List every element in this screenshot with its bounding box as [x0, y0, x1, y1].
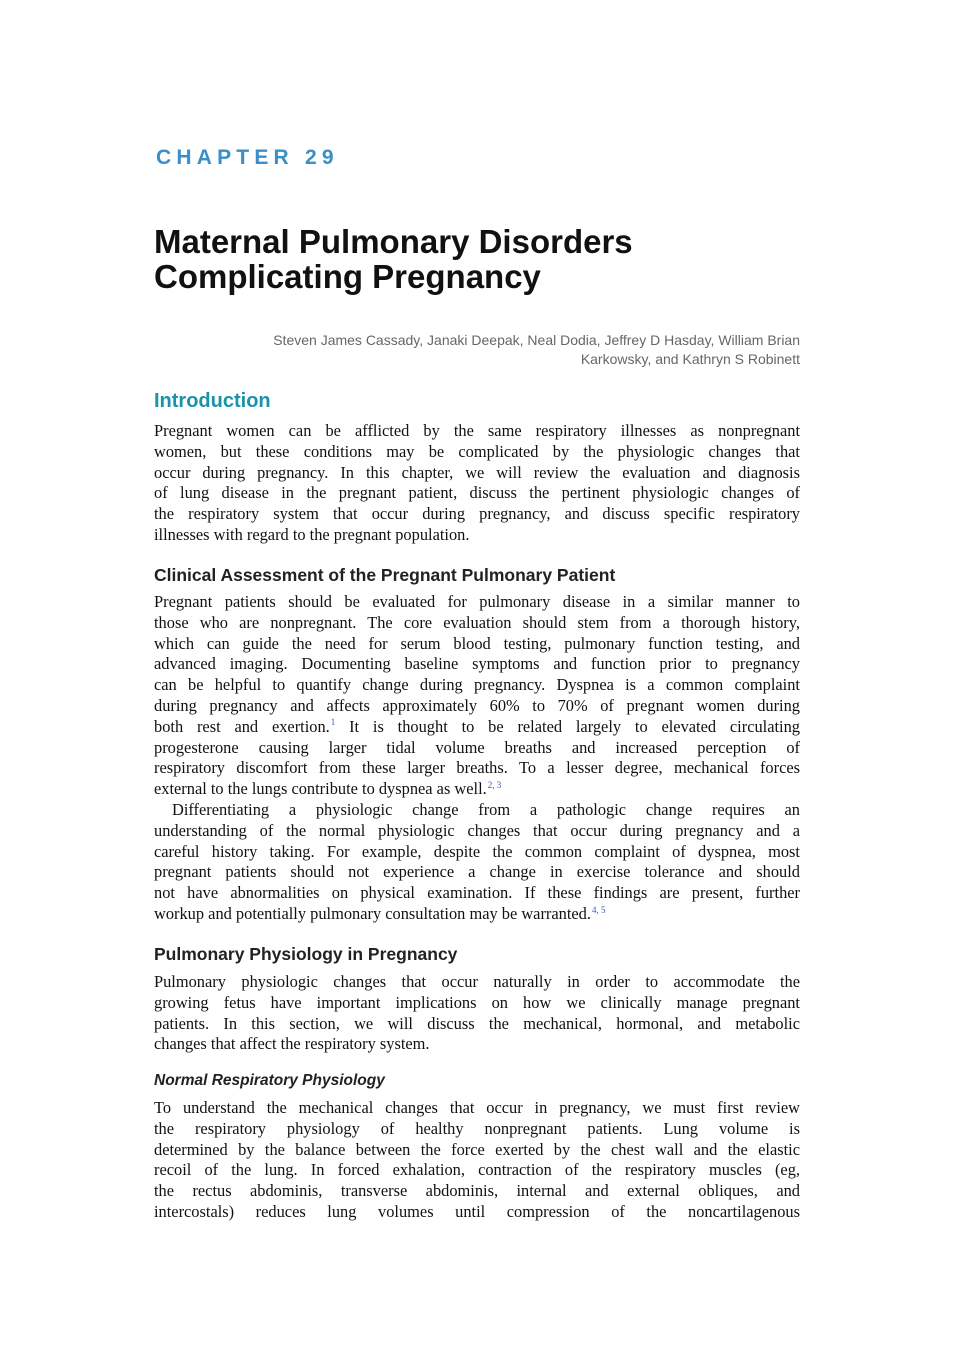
text-line: Pregnant women can be afflicted by the same respiratory illnesses as nonpregnant: [154, 421, 800, 440]
text-fragment: both rest and exertion.: [154, 716, 330, 736]
paragraph-introduction: [154, 421, 800, 546]
citation-link-4-5[interactable]: 4, 5: [591, 904, 606, 915]
chapter-title-line: Complicating Pregnancy: [154, 258, 541, 295]
text-line: progesterone causing larger tidal volume breaths and increased perception of: [154, 737, 800, 757]
text-line: To understand the mechanical changes that occur in pregnancy, we must first review: [154, 1098, 800, 1117]
text-line: the rectus abdominis, transverse abdominis, internal and external obliques, and: [154, 1181, 800, 1201]
paragraph-clinical-assessment-1: [154, 592, 800, 800]
text-line: careful history taking. For example, despite the common complaint of dyspnea, most: [154, 841, 800, 861]
text-line: advanced imaging. Documenting baseline symptoms and function prior to pregnancy: [154, 654, 800, 674]
author-line: Karkowsky, and Kathryn S Robinett: [580, 351, 800, 367]
text-line: those who are nonpregnant. The core evaluation should stem from a thorough history,: [154, 612, 800, 632]
text-line: which can guide the need for serum blood testing, pulmonary function testing, and: [154, 633, 800, 653]
subsection-heading-normal-respiratory: Normal Respiratory Physiology: [154, 1072, 385, 1089]
text-line: the respiratory physiology of healthy nonpregnant patients. Lung volume is: [154, 1118, 800, 1138]
chapter-label: CHAPTER 29: [156, 146, 339, 169]
text-line: occur during pregnancy. In this chapter, we will review the evaluation and diagnosis: [154, 462, 800, 482]
text-fragment: It is thought to be related largely to elevated circulating: [335, 716, 800, 736]
text-line: growing fetus have important implications on how we clinically manage pregnant: [154, 992, 800, 1012]
section-heading-clinical-assessment: Clinical Assessment of the Pregnant Pulmonary Patient: [154, 565, 616, 585]
paragraph-normal-respiratory: [154, 1098, 800, 1223]
text-line: can be helpful to quantify change during pregnancy. Dyspnea is a common complaint: [154, 675, 800, 695]
text-line: illnesses with regard to the pregnant population.: [154, 524, 470, 544]
text-line: the respiratory system that occur during pregnancy, and discuss specific respiratory: [154, 504, 800, 524]
text-line-with-citation: [154, 904, 800, 925]
citation-link-2-3[interactable]: 2, 3: [487, 779, 502, 790]
text-line: Pregnant patients should be evaluated for pulmonary disease in a similar manner to: [154, 592, 800, 611]
text-line: understanding of the normal physiologic changes that occur during pregnancy and a: [154, 820, 800, 840]
chapter-title: [154, 224, 800, 294]
text-line: pregnant patients should not experience a change in exercise tolerance and should: [154, 862, 800, 882]
text-line: of lung disease in the pregnant patient, discuss the pertinent physiologic changes of: [154, 483, 800, 503]
author-list: [154, 331, 800, 369]
text-line: intercostals) reduces lung volumes until compression of the noncartilagenous: [154, 1201, 800, 1221]
text-fragment: workup and potentially pulmonary consultation may be warranted.: [154, 903, 591, 923]
text-line: patients. In this section, we will discuss the mechanical, hormonal, and metabolic: [154, 1013, 800, 1033]
text-line: women, but these conditions may be complicated by the physiologic changes that: [154, 441, 800, 461]
text-line: Differentiating a physiologic change from a pathologic change requires an: [172, 800, 800, 819]
text-line: during pregnancy and affects approximately 60% to 70% of pregnant women during: [154, 695, 800, 715]
text-line: Pulmonary physiologic changes that occur naturally in order to accommodate the: [154, 972, 800, 991]
chapter-title-line: Maternal Pulmonary Disorders: [154, 223, 633, 260]
text-line: changes that affect the respiratory system.: [154, 1034, 430, 1054]
text-line-with-citation: [154, 717, 800, 738]
text-line-with-citation: [154, 779, 800, 800]
author-line: Steven James Cassady, Janaki Deepak, Neal Dodia, Jeffrey D Hasday, William Brian: [273, 332, 800, 348]
text-line: recoil of the lung. In forced exhalation, contraction of the respiratory muscles (eg,: [154, 1160, 800, 1180]
text-line: determined by the balance between the force exerted by the chest wall and the elastic: [154, 1139, 800, 1159]
text-fragment: external to the lungs contribute to dyspnea as well.: [154, 779, 487, 799]
citation-link-1[interactable]: 1: [330, 717, 336, 728]
section-heading-pulmonary-physiology: Pulmonary Physiology in Pregnancy: [154, 944, 458, 964]
text-line: respiratory discomfort from these larger breaths. To a lesser degree, mechanical forces: [154, 758, 800, 778]
section-heading-introduction: Introduction: [154, 390, 271, 412]
paragraph-clinical-assessment-2: [154, 800, 800, 925]
text-line: not have abnormalities on physical examination. If these findings are present, further: [154, 883, 800, 903]
paragraph-pulmonary-physiology: [154, 972, 800, 1055]
